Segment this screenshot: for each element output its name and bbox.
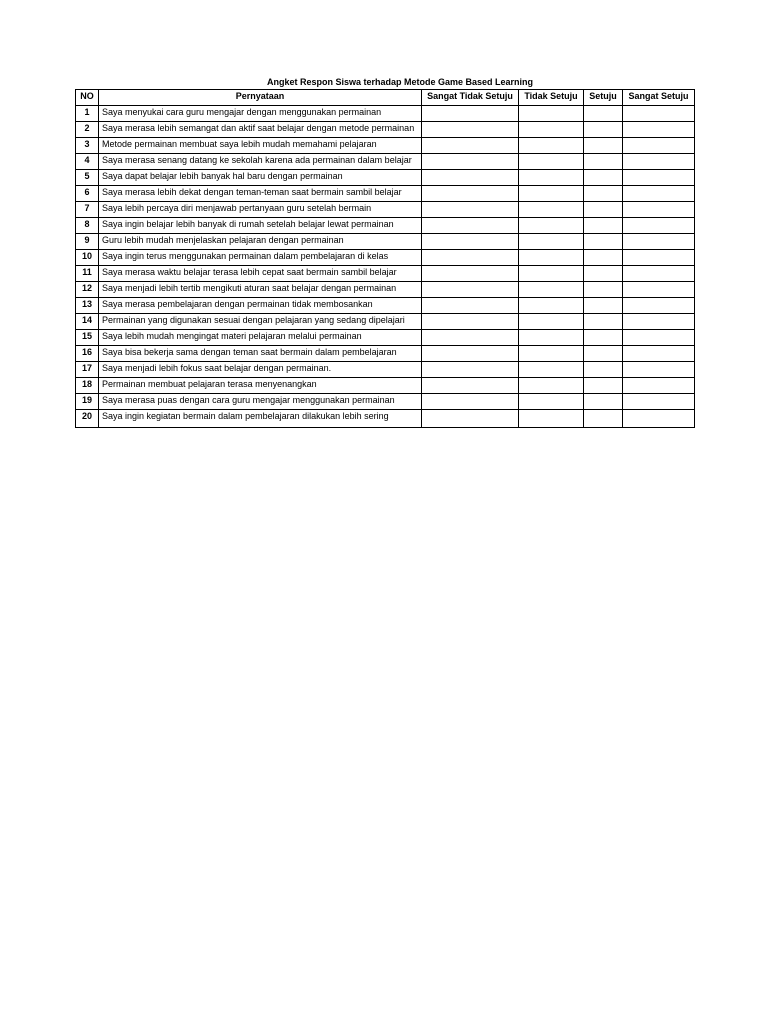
response-cell-tidak-setuju [519, 170, 584, 186]
response-cell-tidak-setuju [519, 410, 584, 428]
row-number: 11 [76, 266, 99, 282]
response-cell-tidak-setuju [519, 138, 584, 154]
row-number: 8 [76, 218, 99, 234]
response-cell-tidak-setuju [519, 394, 584, 410]
response-cell-sangat-tidak-setuju [422, 122, 519, 138]
row-number: 14 [76, 314, 99, 330]
response-cell-sangat-tidak-setuju [422, 266, 519, 282]
response-cell-sangat-tidak-setuju [422, 218, 519, 234]
statement-cell: Saya menjadi lebih fokus saat belajar dengan permainan. [99, 362, 422, 378]
response-cell-sangat-setuju [623, 346, 695, 362]
header-row [76, 90, 695, 106]
response-cell-tidak-setuju [519, 186, 584, 202]
response-cell-setuju [584, 362, 623, 378]
response-cell-sangat-setuju [623, 170, 695, 186]
response-cell-tidak-setuju [519, 154, 584, 170]
response-cell-tidak-setuju [519, 106, 584, 122]
row-number: 2 [76, 122, 99, 138]
response-cell-tidak-setuju [519, 234, 584, 250]
response-cell-sangat-setuju [623, 122, 695, 138]
table-row [76, 138, 695, 154]
response-cell-sangat-setuju [623, 154, 695, 170]
response-cell-tidak-setuju [519, 330, 584, 346]
row-number: 1 [76, 106, 99, 122]
row-number: 16 [76, 346, 99, 362]
response-cell-sangat-setuju [623, 266, 695, 282]
row-number: 10 [76, 250, 99, 266]
header-sangat-setuju: Sangat Setuju [623, 90, 695, 106]
statement-cell: Saya merasa pembelajaran dengan permainan tidak membosankan [99, 298, 422, 314]
response-cell-setuju [584, 138, 623, 154]
row-number: 5 [76, 170, 99, 186]
table-row [76, 282, 695, 298]
response-cell-sangat-tidak-setuju [422, 154, 519, 170]
response-cell-tidak-setuju [519, 314, 584, 330]
table-row [76, 314, 695, 330]
response-cell-sangat-tidak-setuju [422, 170, 519, 186]
response-cell-sangat-setuju [623, 282, 695, 298]
response-cell-sangat-setuju [623, 234, 695, 250]
header-statement: Pernyataan [99, 90, 422, 106]
header-setuju: Setuju [584, 90, 623, 106]
response-cell-setuju [584, 266, 623, 282]
response-cell-sangat-tidak-setuju [422, 314, 519, 330]
questionnaire-table [75, 89, 695, 428]
response-cell-sangat-setuju [623, 378, 695, 394]
statement-cell: Saya ingin terus menggunakan permainan dalam pembelajaran di kelas [99, 250, 422, 266]
response-cell-sangat-tidak-setuju [422, 106, 519, 122]
table-row [76, 170, 695, 186]
response-cell-sangat-tidak-setuju [422, 394, 519, 410]
row-number: 20 [76, 410, 99, 428]
row-number: 6 [76, 186, 99, 202]
response-cell-setuju [584, 122, 623, 138]
response-cell-sangat-tidak-setuju [422, 330, 519, 346]
response-cell-sangat-tidak-setuju [422, 378, 519, 394]
response-cell-sangat-tidak-setuju [422, 410, 519, 428]
response-cell-sangat-setuju [623, 218, 695, 234]
header-no: NO [76, 90, 99, 106]
response-cell-setuju [584, 378, 623, 394]
response-cell-setuju [584, 298, 623, 314]
table-row [76, 394, 695, 410]
table-row [76, 106, 695, 122]
response-cell-setuju [584, 186, 623, 202]
row-number: 17 [76, 362, 99, 378]
response-cell-tidak-setuju [519, 250, 584, 266]
response-cell-tidak-setuju [519, 378, 584, 394]
response-cell-sangat-tidak-setuju [422, 282, 519, 298]
statement-cell: Saya merasa waktu belajar terasa lebih cepat saat bermain sambil belajar [99, 266, 422, 282]
questionnaire-body [76, 106, 695, 428]
response-cell-tidak-setuju [519, 202, 584, 218]
statement-cell: Metode permainan membuat saya lebih mudah memahami pelajaran [99, 138, 422, 154]
response-cell-setuju [584, 170, 623, 186]
response-cell-setuju [584, 410, 623, 428]
statement-cell: Saya merasa senang datang ke sekolah karena ada permainan dalam belajar [99, 154, 422, 170]
table-row [76, 330, 695, 346]
header-tidak-setuju: Tidak Setuju [519, 90, 584, 106]
response-cell-sangat-tidak-setuju [422, 234, 519, 250]
statement-cell: Saya merasa lebih dekat dengan teman-teman saat bermain sambil belajar [99, 186, 422, 202]
row-number: 19 [76, 394, 99, 410]
response-cell-sangat-tidak-setuju [422, 362, 519, 378]
response-cell-tidak-setuju [519, 298, 584, 314]
table-row [76, 266, 695, 282]
table-row [76, 202, 695, 218]
response-cell-setuju [584, 346, 623, 362]
response-cell-setuju [584, 394, 623, 410]
statement-cell: Saya merasa lebih semangat dan aktif saat belajar dengan metode permainan [99, 122, 422, 138]
row-number: 9 [76, 234, 99, 250]
table-row [76, 410, 695, 428]
response-cell-tidak-setuju [519, 266, 584, 282]
row-number: 7 [76, 202, 99, 218]
response-cell-sangat-setuju [623, 138, 695, 154]
row-number: 13 [76, 298, 99, 314]
statement-cell: Saya dapat belajar lebih banyak hal baru dengan permainan [99, 170, 422, 186]
row-number: 18 [76, 378, 99, 394]
row-number: 15 [76, 330, 99, 346]
header-sangat-tidak-setuju: Sangat Tidak Setuju [422, 90, 519, 106]
response-cell-sangat-setuju [623, 202, 695, 218]
table-row [76, 218, 695, 234]
response-cell-sangat-setuju [623, 314, 695, 330]
statement-cell: Saya menjadi lebih tertib mengikuti aturan saat belajar dengan permainan [99, 282, 422, 298]
statement-cell: Saya merasa puas dengan cara guru mengajar menggunakan permainan [99, 394, 422, 410]
statement-cell: Saya ingin belajar lebih banyak di rumah setelah belajar lewat permainan [99, 218, 422, 234]
response-cell-sangat-setuju [623, 410, 695, 428]
response-cell-sangat-setuju [623, 186, 695, 202]
statement-cell: Saya bisa bekerja sama dengan teman saat bermain dalam pembelajaran [99, 346, 422, 362]
response-cell-sangat-tidak-setuju [422, 298, 519, 314]
response-cell-sangat-setuju [623, 298, 695, 314]
response-cell-setuju [584, 314, 623, 330]
response-cell-sangat-setuju [623, 362, 695, 378]
response-cell-sangat-tidak-setuju [422, 186, 519, 202]
response-cell-tidak-setuju [519, 218, 584, 234]
table-row [76, 154, 695, 170]
table-row [76, 186, 695, 202]
response-cell-tidak-setuju [519, 282, 584, 298]
statement-cell: Permainan yang digunakan sesuai dengan pelajaran yang sedang dipelajari [99, 314, 422, 330]
response-cell-setuju [584, 330, 623, 346]
row-number: 4 [76, 154, 99, 170]
response-cell-sangat-tidak-setuju [422, 250, 519, 266]
statement-cell: Permainan membuat pelajaran terasa menyenangkan [99, 378, 422, 394]
response-cell-setuju [584, 282, 623, 298]
statement-cell: Saya menyukai cara guru mengajar dengan menggunakan permainan [99, 106, 422, 122]
response-cell-tidak-setuju [519, 346, 584, 362]
response-cell-setuju [584, 106, 623, 122]
response-cell-sangat-setuju [623, 330, 695, 346]
response-cell-tidak-setuju [519, 122, 584, 138]
response-cell-sangat-setuju [623, 106, 695, 122]
table-row [76, 346, 695, 362]
table-row [76, 122, 695, 138]
response-cell-sangat-tidak-setuju [422, 202, 519, 218]
statement-cell: Guru lebih mudah menjelaskan pelajaran dengan permainan [99, 234, 422, 250]
response-cell-sangat-setuju [623, 250, 695, 266]
table-row [76, 298, 695, 314]
response-cell-sangat-tidak-setuju [422, 346, 519, 362]
statement-cell: Saya ingin kegiatan bermain dalam pembelajaran dilakukan lebih sering [99, 410, 422, 428]
table-row [76, 250, 695, 266]
response-cell-setuju [584, 250, 623, 266]
table-row [76, 378, 695, 394]
response-cell-sangat-setuju [623, 394, 695, 410]
table-row [76, 362, 695, 378]
response-cell-sangat-tidak-setuju [422, 138, 519, 154]
row-number: 12 [76, 282, 99, 298]
response-cell-tidak-setuju [519, 362, 584, 378]
response-cell-setuju [584, 218, 623, 234]
response-cell-setuju [584, 154, 623, 170]
document-title: Angket Respon Siswa terhadap Metode Game Based Learning [266, 77, 534, 87]
statement-cell: Saya lebih percaya diri menjawab pertanyaan guru setelah bermain [99, 202, 422, 218]
response-cell-setuju [584, 202, 623, 218]
response-cell-setuju [584, 234, 623, 250]
table-row [76, 234, 695, 250]
statement-cell: Saya lebih mudah mengingat materi pelajaran melalui permainan [99, 330, 422, 346]
row-number: 3 [76, 138, 99, 154]
